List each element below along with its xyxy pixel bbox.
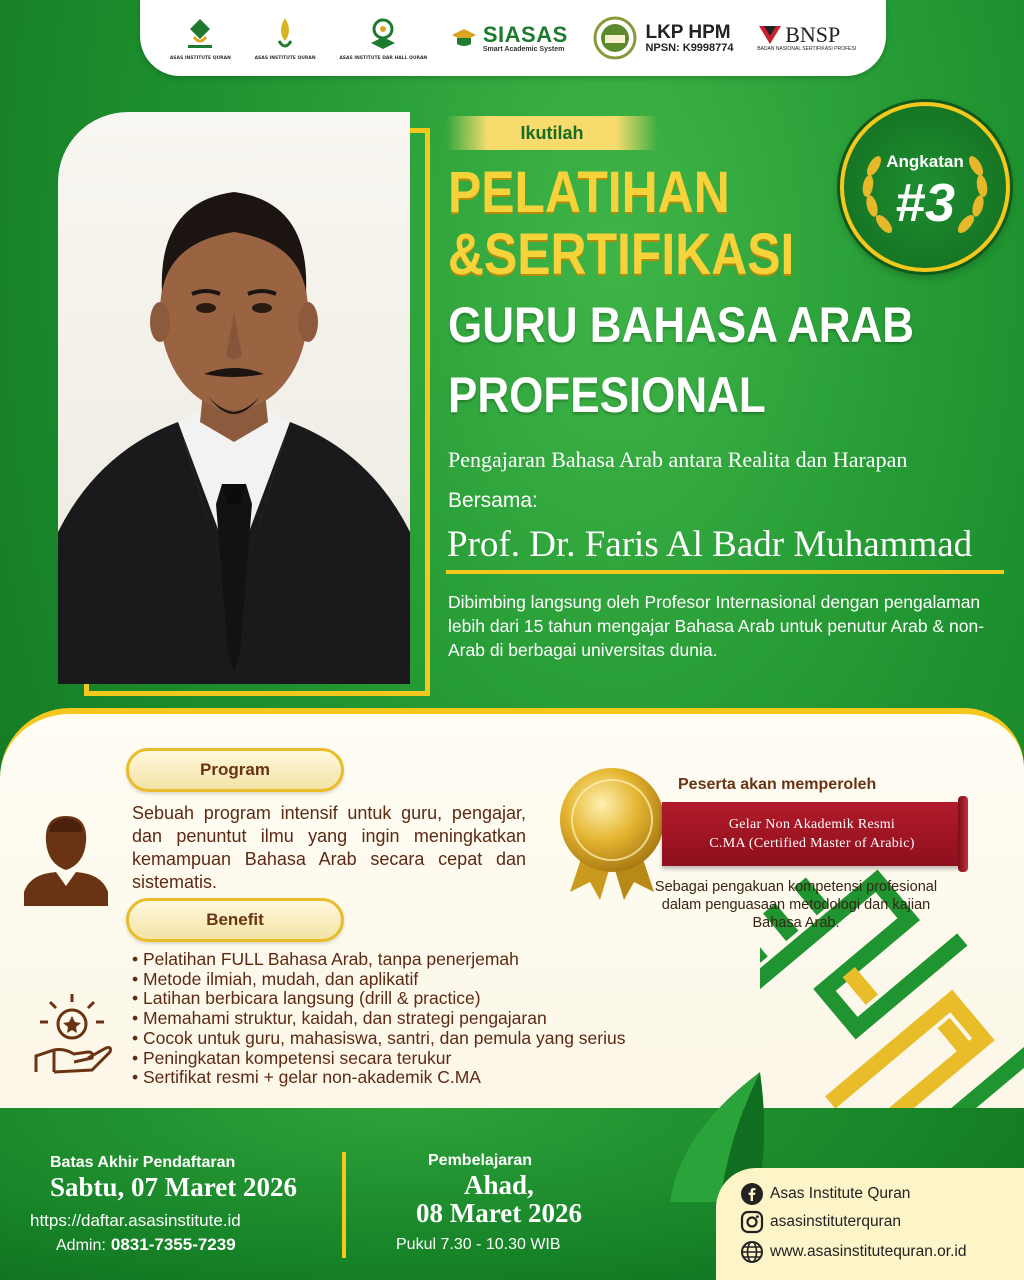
asas-calligraphy-logo <box>255 15 316 61</box>
batch-label: Angkatan <box>886 152 964 171</box>
footer-divider <box>342 1152 346 1258</box>
ikutilah-badge <box>446 116 658 150</box>
speaker-name: Prof. Dr. Faris Al Badr Muhammad <box>447 524 973 565</box>
bnsp-title: BNSP <box>785 22 841 47</box>
ikutilah-label: Ikutilah <box>520 122 584 143</box>
speaker-underline <box>446 570 1004 574</box>
award-hand-icon <box>30 990 114 1080</box>
benefit-heading: Benefit <box>206 910 264 929</box>
asas-institute-logo <box>170 15 231 61</box>
asas-emblem-icon <box>180 15 220 55</box>
instagram-icon <box>740 1210 764 1234</box>
asas-quran-logo <box>339 15 427 61</box>
asas2-logo-caption: ASAS INSTITUTE QURAN <box>254 56 316 61</box>
instagram-handle: asasinstituterquran <box>770 1213 901 1230</box>
benefit-heading-pill <box>126 898 344 942</box>
contact-instagram[interactable] <box>740 1210 901 1234</box>
quran-emblem-icon <box>363 15 403 55</box>
bnsp-flag-icon <box>757 24 783 46</box>
benefit-item: • Sertifikat resmi + gelar non-akademik C.MA <box>132 1068 782 1088</box>
benefit-list <box>132 950 782 1088</box>
admin-phone[interactable]: 0831-7355-7239 <box>110 1235 236 1254</box>
siasas-title: SIASAS <box>482 21 568 47</box>
lkp-npsn: NPSN: K9998774 <box>645 41 734 54</box>
title-line-guru-bahasa-arab: GURU BAHASA ARAB <box>448 297 915 353</box>
speaker-portrait-image <box>58 112 410 684</box>
award-ribbon-line1: Gelar Non Akademik Resmi <box>728 817 896 832</box>
contact-website[interactable] <box>740 1240 966 1264</box>
contact-facebook[interactable] <box>740 1182 910 1206</box>
title-line-pelatihan: PELATIHAN <box>448 160 730 225</box>
bnsp-subtitle: BADAN NASIONAL SERTIFIKASI PROFESI <box>757 46 857 52</box>
program-description: Sebuah program intensif untuk guru, pengajar, dan penuntut ilmu yang ingin meningkatkan kemampuan Bahasa Arab secara cepat dan sistematis. <box>132 803 526 892</box>
title-line-sertifikasi: &SERTIFIKASI <box>448 222 795 287</box>
globe-icon <box>740 1240 764 1264</box>
registration-deadline-label: Batas Akhir Pendaftaran <box>50 1154 236 1171</box>
admin-label: Admin: <box>56 1237 106 1254</box>
lkp-emblem-icon <box>591 15 639 61</box>
learning-day: Ahad, <box>464 1170 534 1200</box>
lkp-title: LKP HPM <box>645 21 731 43</box>
batch-badge <box>840 102 1010 272</box>
benefit-item: • Memahami struktur, kaidah, dan strategi pengajaran <box>132 1009 782 1029</box>
lkp-hpm-logo <box>591 15 733 61</box>
siasas-hat-icon <box>451 27 477 49</box>
hero-subtitle: Pengajaran Bahasa Arab antara Realita dan Harapan <box>448 447 908 472</box>
registration-link[interactable]: https://daftar.asasinstitute.id <box>30 1211 241 1230</box>
learning-time: Pukul 7.30 - 10.30 WIB <box>396 1236 561 1253</box>
asas3-logo-caption: ASAS INSTITUTE DAR HALL QURAN <box>339 56 428 61</box>
benefit-item: • Latihan berbicara langsung (drill & practice) <box>132 989 782 1009</box>
benefit-item: • Cocok untuk guru, mahasiswa, santri, dan pemula yang serius <box>132 1029 782 1049</box>
benefit-item: • Metode ilmiah, mudah, dan aplikatif <box>132 970 782 990</box>
facebook-handle: Asas Institute Quran <box>770 1185 911 1202</box>
benefit-item: • Pelatihan FULL Bahasa Arab, tanpa penerjemah <box>132 950 782 970</box>
facebook-icon <box>740 1182 764 1206</box>
siasas-subtitle: Smart Academic System <box>482 45 565 53</box>
website-url: www.asasinstitutequran.or.id <box>770 1243 967 1260</box>
registration-deadline-date: Sabtu, 07 Maret 2026 <box>50 1172 297 1202</box>
award-ribbon-line2: C.MA (Certified Master of Arabic) <box>709 836 915 851</box>
learning-date: 08 Maret 2026 <box>416 1198 582 1228</box>
benefit-item: • Peningkatan kompetensi secara terukur <box>132 1049 782 1069</box>
calligraphy-emblem-icon <box>265 15 305 55</box>
speaker-photo <box>58 112 410 684</box>
siasas-logo <box>451 21 568 53</box>
bnsp-logo <box>757 24 856 52</box>
program-heading: Program <box>200 760 270 779</box>
award-note: Sebagai pengakuan kompetensi profesional dalam penguasaan metodologi dan kajian Bahasa Arab. <box>654 879 938 931</box>
learning-label: Pembelajaran <box>428 1152 533 1169</box>
award-ribbon <box>662 802 962 866</box>
title-line-profesional: PROFESIONAL <box>448 367 766 423</box>
award-title: Peserta akan memperoleh <box>678 776 877 793</box>
person-icon <box>20 806 112 906</box>
program-heading-pill <box>126 748 344 792</box>
admin-contact <box>56 1235 236 1255</box>
logo-bar <box>140 0 886 76</box>
with-label: Bersama: <box>448 489 538 512</box>
asas-logo-caption: ASAS INSTITUTE QURAN <box>169 56 231 61</box>
speaker-description: Dibimbing langsung oleh Profesor Internasional dengan pengalaman lebih dari 15 tahun mengajar Bahasa Arab untuk penutur Arab & non-Arab di berbagai universitas dunia. <box>448 592 985 660</box>
batch-number: #3 <box>894 173 956 233</box>
